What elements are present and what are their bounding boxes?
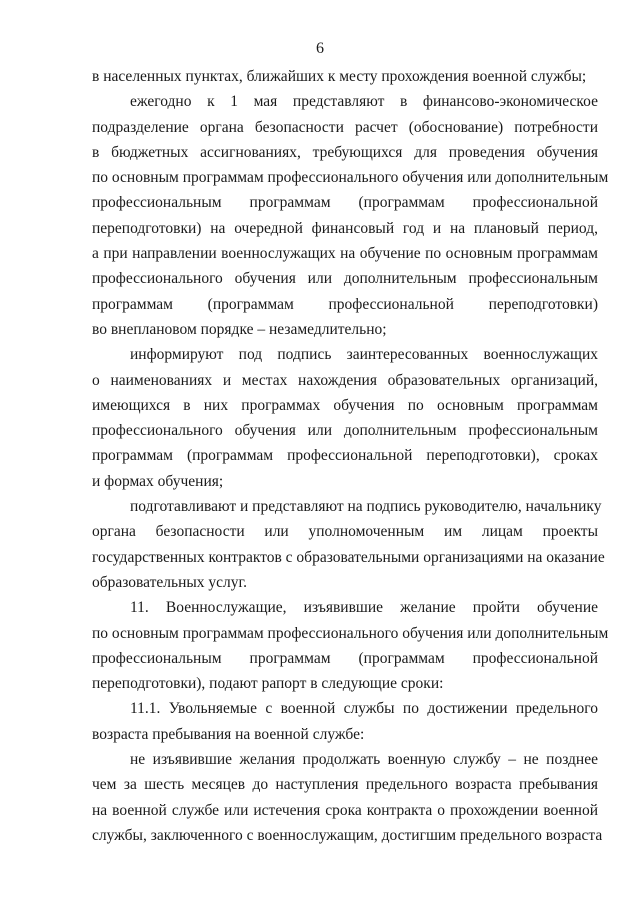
text-line: в бюджетных ассигнованиях, требующихся для проведения обучения (92, 143, 598, 161)
text-line: ежегодно к 1 мая представляют в финансово-экономическое (130, 93, 598, 111)
text-line: по основным программам профессионального обучения или дополнительным (92, 624, 609, 642)
text-line: переподготовки) на очередной финансовый год и на плановый период, (92, 219, 598, 237)
text-line: профессионального обучения или дополнительным профессиональным (92, 270, 598, 288)
text-line: во внеплановом порядке – незамедлительно; (92, 320, 387, 338)
text-line: переподготовки), подают рапорт в следующие сроки: (92, 675, 444, 693)
text-line: имеющихся в них программах обучения по основным программам (92, 396, 598, 414)
text-line: возраста пребывания на военной службе: (92, 725, 365, 743)
paragraph (92, 494, 605, 595)
text-line: государственных контрактов с образовательными организациями на оказание (92, 548, 605, 566)
paragraph (92, 747, 603, 848)
document-body (92, 64, 609, 848)
text-line: программам (программам профессиональной переподготовки), сроках (92, 447, 598, 465)
text-line: образовательных услуг. (92, 573, 248, 591)
text-line: службы, заключенного с военнослужащим, достигшим предельного возраста (92, 826, 603, 844)
text-line: профессионального обучения или дополнительным профессиональным (92, 422, 598, 440)
text-line: на военной службе или истечения срока контракта о прохождении военной (92, 801, 598, 819)
text-line: не изъявившие желания продолжать военную службу – не позднее (130, 751, 598, 769)
text-line: по основным программам профессионального обучения или дополнительным (92, 169, 609, 187)
paragraph (92, 64, 598, 89)
text-line: программам (программам профессиональной переподготовки) (92, 295, 598, 313)
text-line: и формах обучения; (92, 472, 224, 490)
paragraph (92, 595, 609, 696)
text-line: а при направлении военнослужащих на обучение по основным программам (92, 245, 598, 263)
text-line: органа безопасности или уполномоченным им лицам проекты (92, 523, 598, 541)
paragraph (92, 89, 609, 342)
paragraph (92, 342, 598, 494)
text-line: 11.1. Увольняемые с военной службы по достижении предельного (130, 700, 598, 718)
text-line: чем за шесть месяцев до наступления предельного возраста пребывания (92, 776, 598, 794)
text-line: профессиональным программам (программам профессиональной (92, 194, 598, 212)
text-line: 11. Военнослужащие, изъявившие желание пройти обучение (130, 599, 598, 617)
text-line: о наименованиях и местах нахождения образовательных организаций, (92, 371, 598, 389)
text-line: профессиональным программам (программам профессиональной (92, 649, 598, 667)
text-line: подготавливают и представляют на подпись руководителю, начальнику (130, 498, 602, 516)
paragraph (92, 696, 598, 747)
text-line: информируют под подпись заинтересованных военнослужащих (130, 346, 598, 364)
text-line: в населенных пунктах, ближайших к месту прохождения военной службы; (92, 68, 587, 85)
text-line: подразделение органа безопасности расчет (обоснование) потребности (92, 118, 598, 136)
page-number: 6 (316, 40, 324, 57)
